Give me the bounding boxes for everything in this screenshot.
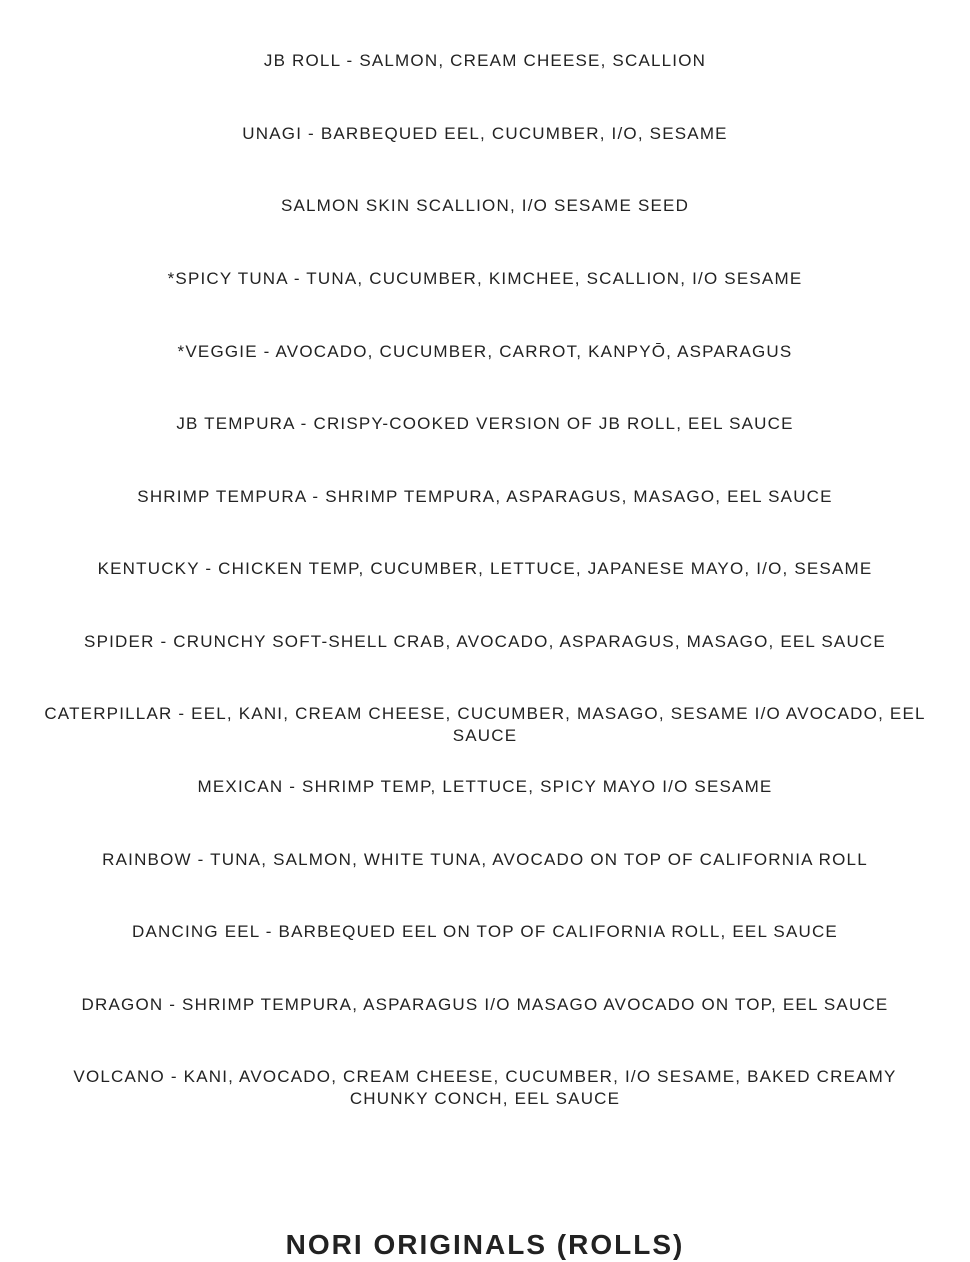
menu-item-jb-roll: JB ROLL - SALMON, CREAM CHEESE, SCALLION bbox=[263, 51, 707, 70]
menu-item-kentucky: KENTUCKY - CHICKEN TEMP, CUCUMBER, LETTUCE, JAPANESE MAYO, I/O, SESAME bbox=[97, 559, 873, 578]
menu-item-jb-tempura: JB TEMPURA - CRISPY-COOKED VERSION OF JB ROLL, EEL SAUCE bbox=[176, 414, 794, 433]
section-title: NORI ORIGINALS (ROLLS) bbox=[285, 1229, 685, 1260]
menu-item-dancing-eel: DANCING EEL - BARBEQUED EEL ON TOP OF CALIFORNIA ROLL, EEL SAUCE bbox=[132, 922, 838, 941]
menu-item-shrimp-tempura: SHRIMP TEMPURA - SHRIMP TEMPURA, ASPARAGUS, MASAGO, EEL SAUCE bbox=[137, 487, 833, 506]
menu-item-salmon-skin: SALMON SKIN SCALLION, I/O SESAME SEED bbox=[280, 196, 690, 215]
menu-item-dragon: DRAGON - SHRIMP TEMPURA, ASPARAGUS I/O MASAGO AVOCADO ON TOP, EEL SAUCE bbox=[81, 995, 889, 1014]
menu-item-veggie: *VEGGIE - AVOCADO, CUCUMBER, CARROT, KANPYŌ, ASPARAGUS bbox=[177, 342, 793, 361]
menu-item-spider: SPIDER - CRUNCHY SOFT-SHELL CRAB, AVOCADO, ASPARAGUS, MASAGO, EEL SAUCE bbox=[84, 632, 886, 651]
menu-item-volcano: VOLCANO - KANI, AVOCADO, CREAM CHEESE, CUCUMBER, I/O SESAME, BAKED CREAMY CHUNKY CONCH, EEL SAUCE bbox=[73, 1067, 897, 1108]
menu-item-unagi: UNAGI - BARBEQUED EEL, CUCUMBER, I/O, SESAME bbox=[242, 124, 728, 143]
menu-item-rainbow: RAINBOW - TUNA, SALMON, WHITE TUNA, AVOCADO ON TOP OF CALIFORNIA ROLL bbox=[102, 850, 868, 869]
menu-item-mexican: MEXICAN - SHRIMP TEMP, LETTUCE, SPICY MAYO I/O SESAME bbox=[197, 777, 773, 796]
menu-item-caterpillar: CATERPILLAR - EEL, KANI, CREAM CHEESE, CUCUMBER, MASAGO, SESAME I/O AVOCADO, EEL SAUCE bbox=[44, 704, 926, 745]
menu-item-spicy-tuna: *SPICY TUNA - TUNA, CUCUMBER, KIMCHEE, SCALLION, I/O SESAME bbox=[167, 269, 803, 288]
